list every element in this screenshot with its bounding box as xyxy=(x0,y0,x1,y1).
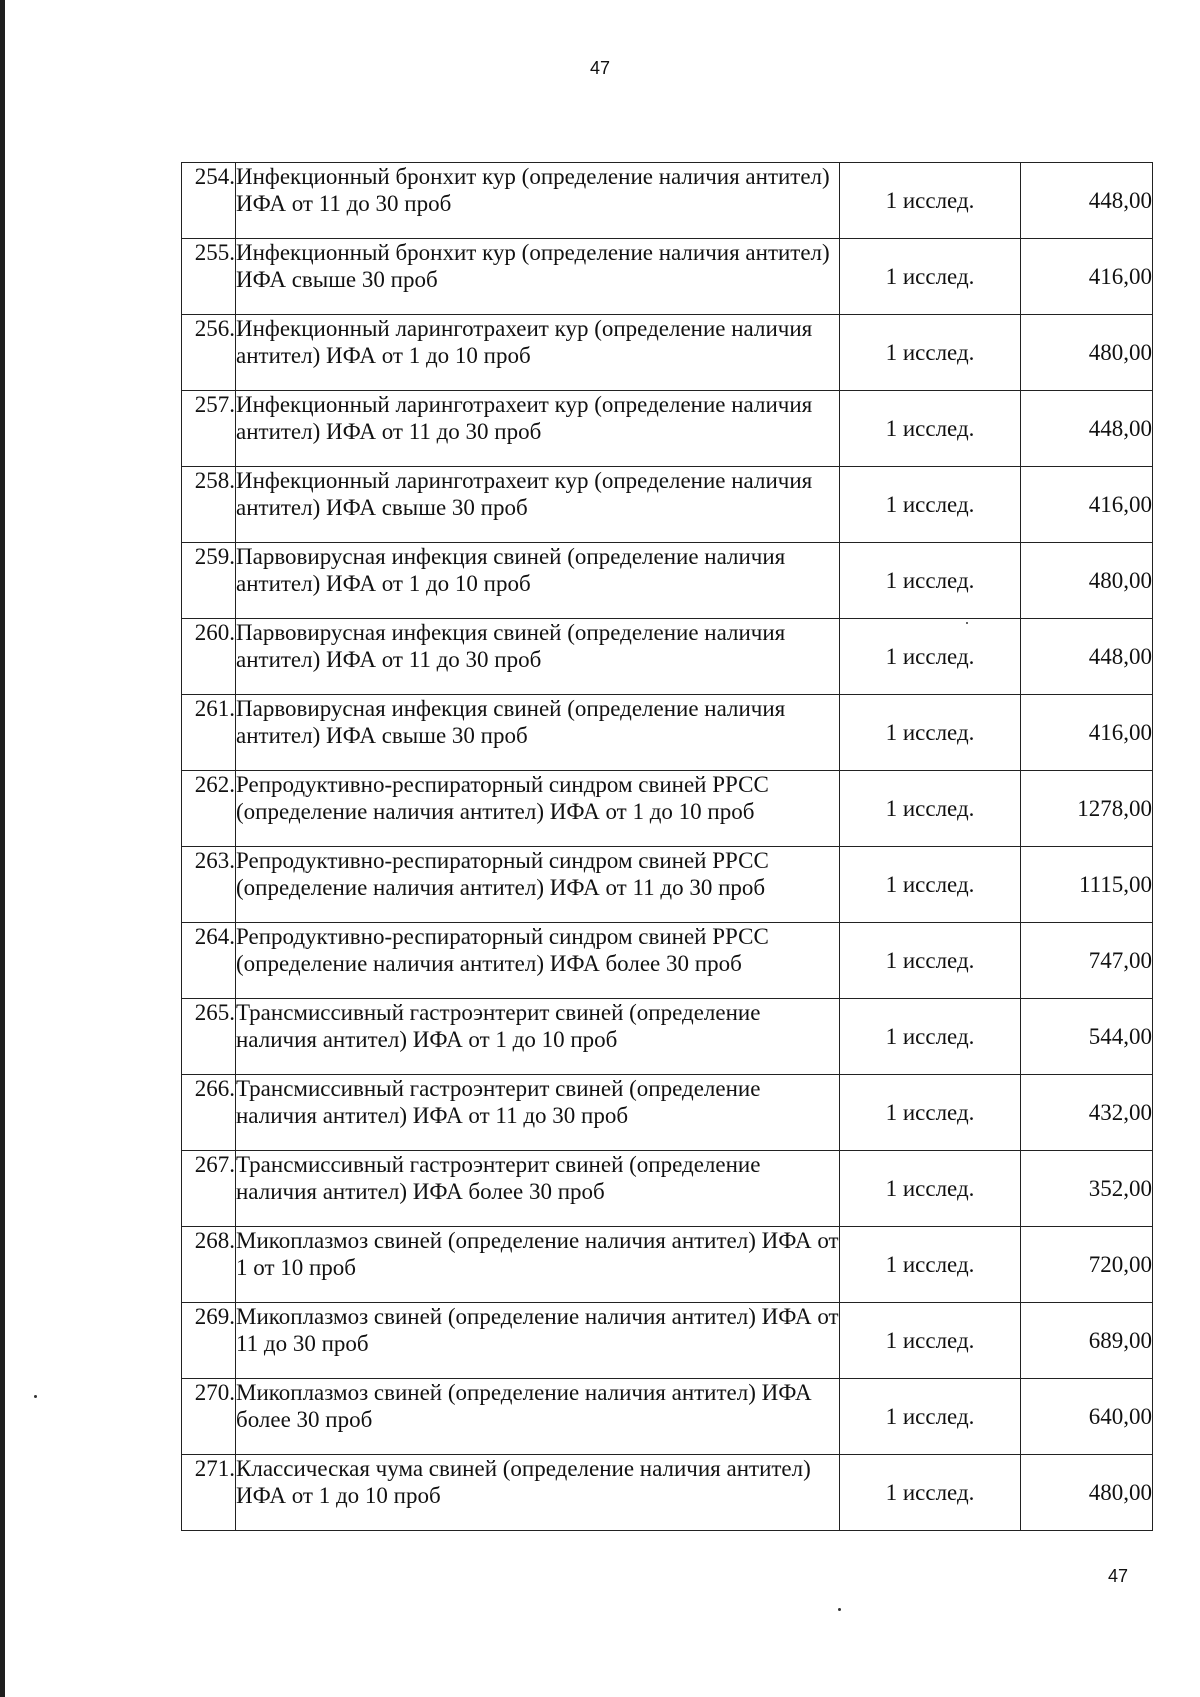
unit-of-measure: 1 исслед. xyxy=(840,1075,1021,1151)
service-price: 352,00 xyxy=(1021,1151,1153,1227)
service-name: Микоплазмоз свиней (определение наличия антител) ИФА от 11 до 30 проб xyxy=(236,1303,840,1379)
scan-speck xyxy=(34,1395,37,1398)
table-row xyxy=(182,619,1153,695)
unit-of-measure: 1 исслед. xyxy=(840,391,1021,467)
unit-of-measure: 1 исслед. xyxy=(840,163,1021,239)
unit-of-measure: 1 исслед. xyxy=(840,1303,1021,1379)
scan-edge xyxy=(0,0,5,1697)
service-name: Инфекционный ларинготрахеит кур (определение наличия антител) ИФА от 11 до 30 проб xyxy=(236,391,840,467)
table-row xyxy=(182,239,1153,315)
row-number: 267. xyxy=(182,1151,236,1227)
service-price: 432,00 xyxy=(1021,1075,1153,1151)
service-name: Репродуктивно-респираторный синдром свиней РРСС (определение наличия антител) ИФА от 1 до 10 проб xyxy=(236,771,840,847)
unit-of-measure: 1 исслед. xyxy=(840,467,1021,543)
table-row xyxy=(182,467,1153,543)
table-row xyxy=(182,1303,1153,1379)
unit-of-measure: 1 исслед. xyxy=(840,619,1021,695)
unit-of-measure: 1 исслед. xyxy=(840,315,1021,391)
page-number-top: 47 xyxy=(589,58,611,78)
service-price: 1115,00 xyxy=(1021,847,1153,923)
service-price: 640,00 xyxy=(1021,1379,1153,1455)
unit-of-measure: 1 исслед. xyxy=(840,543,1021,619)
service-price: 480,00 xyxy=(1021,543,1153,619)
service-price: 544,00 xyxy=(1021,999,1153,1075)
row-number: 269. xyxy=(182,1303,236,1379)
row-number: 266. xyxy=(182,1075,236,1151)
service-name: Парвовирусная инфекция свиней (определение наличия антител) ИФА от 1 до 10 проб xyxy=(236,543,840,619)
service-price: 689,00 xyxy=(1021,1303,1153,1379)
unit-of-measure: 1 исслед. xyxy=(840,695,1021,771)
service-price: 720,00 xyxy=(1021,1227,1153,1303)
row-number: 261. xyxy=(182,695,236,771)
unit-of-measure: 1 исслед. xyxy=(840,239,1021,315)
scan-speck xyxy=(966,622,968,624)
service-price: 480,00 xyxy=(1021,315,1153,391)
table-row xyxy=(182,923,1153,999)
row-number: 264. xyxy=(182,923,236,999)
service-price: 1278,00 xyxy=(1021,771,1153,847)
service-price: 448,00 xyxy=(1021,391,1153,467)
scan-speck xyxy=(838,1608,841,1611)
unit-of-measure: 1 исслед. xyxy=(840,923,1021,999)
service-name: Трансмиссивный гастроэнтерит свиней (определение наличия антител) ИФА более 30 проб xyxy=(236,1151,840,1227)
table-row xyxy=(182,1379,1153,1455)
service-name: Классическая чума свиней (определение наличия антител) ИФА от 1 до 10 проб xyxy=(236,1455,840,1531)
service-name: Инфекционный ларинготрахеит кур (определение наличия антител) ИФА от 1 до 10 проб xyxy=(236,315,840,391)
table-row xyxy=(182,1151,1153,1227)
row-number: 259. xyxy=(182,543,236,619)
price-table-body xyxy=(182,163,1153,1531)
service-name: Инфекционный бронхит кур (определение наличия антител) ИФА свыше 30 проб xyxy=(236,239,840,315)
row-number: 260. xyxy=(182,619,236,695)
service-name: Репродуктивно-респираторный синдром свиней РРСС (определение наличия антител) ИФА от 11 до 30 проб xyxy=(236,847,840,923)
row-number: 256. xyxy=(182,315,236,391)
row-number: 255. xyxy=(182,239,236,315)
service-price: 747,00 xyxy=(1021,923,1153,999)
row-number: 270. xyxy=(182,1379,236,1455)
table-row xyxy=(182,1455,1153,1531)
table-row xyxy=(182,999,1153,1075)
unit-of-measure: 1 исслед. xyxy=(840,771,1021,847)
row-number: 271. xyxy=(182,1455,236,1531)
table-row xyxy=(182,1227,1153,1303)
service-name: Инфекционный бронхит кур (определение наличия антител) ИФА от 11 до 30 проб xyxy=(236,163,840,239)
table-row xyxy=(182,163,1153,239)
table-row xyxy=(182,391,1153,467)
service-name: Репродуктивно-респираторный синдром свиней РРСС (определение наличия антител) ИФА более 30 проб xyxy=(236,923,840,999)
service-price: 416,00 xyxy=(1021,467,1153,543)
service-name: Инфекционный ларинготрахеит кур (определение наличия антител) ИФА свыше 30 проб xyxy=(236,467,840,543)
unit-of-measure: 1 исслед. xyxy=(840,1379,1021,1455)
unit-of-measure: 1 исслед. xyxy=(840,847,1021,923)
row-number: 265. xyxy=(182,999,236,1075)
service-name: Парвовирусная инфекция свиней (определение наличия антител) ИФА свыше 30 проб xyxy=(236,695,840,771)
service-price: 480,00 xyxy=(1021,1455,1153,1531)
price-table xyxy=(181,162,1153,1531)
table-row xyxy=(182,543,1153,619)
table-row xyxy=(182,847,1153,923)
table-row xyxy=(182,315,1153,391)
service-name: Трансмиссивный гастроэнтерит свиней (определение наличия антител) ИФА от 1 до 10 проб xyxy=(236,999,840,1075)
unit-of-measure: 1 исслед. xyxy=(840,1455,1021,1531)
table-row xyxy=(182,695,1153,771)
service-price: 416,00 xyxy=(1021,239,1153,315)
row-number: 268. xyxy=(182,1227,236,1303)
unit-of-measure: 1 исслед. xyxy=(840,999,1021,1075)
row-number: 262. xyxy=(182,771,236,847)
service-name: Трансмиссивный гастроэнтерит свиней (определение наличия антител) ИФА от 11 до 30 проб xyxy=(236,1075,840,1151)
service-price: 448,00 xyxy=(1021,619,1153,695)
service-price: 416,00 xyxy=(1021,695,1153,771)
table-row xyxy=(182,1075,1153,1151)
unit-of-measure: 1 исслед. xyxy=(840,1227,1021,1303)
service-price: 448,00 xyxy=(1021,163,1153,239)
service-name: Парвовирусная инфекция свиней (определение наличия антител) ИФА от 11 до 30 проб xyxy=(236,619,840,695)
service-name: Микоплазмоз свиней (определение наличия антител) ИФА более 30 проб xyxy=(236,1379,840,1455)
page-number-bottom: 47 xyxy=(1108,1566,1129,1586)
row-number: 257. xyxy=(182,391,236,467)
row-number: 263. xyxy=(182,847,236,923)
row-number: 254. xyxy=(182,163,236,239)
table-row xyxy=(182,771,1153,847)
unit-of-measure: 1 исслед. xyxy=(840,1151,1021,1227)
row-number: 258. xyxy=(182,467,236,543)
service-name: Микоплазмоз свиней (определение наличия антител) ИФА от 1 от 10 проб xyxy=(236,1227,840,1303)
